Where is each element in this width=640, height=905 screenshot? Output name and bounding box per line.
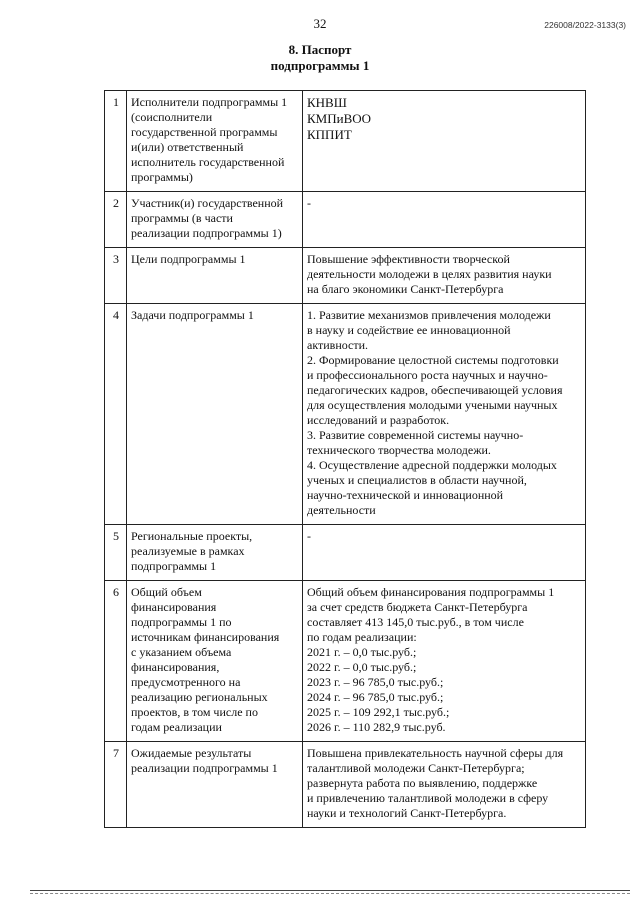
parameter-name-line: финансирования, xyxy=(131,660,220,674)
passport-row-1 xyxy=(105,91,586,192)
section-title xyxy=(0,42,640,74)
passport-row-5 xyxy=(105,525,586,581)
parameter-value-line: науки и технологий Санкт-Петербурга. xyxy=(307,806,507,820)
parameter-name-line: реализуемые в рамках xyxy=(131,544,245,558)
parameter-value-line: деятельности xyxy=(307,503,376,517)
parameter-value-line: 2. Формирование целостной системы подготовки xyxy=(307,353,559,367)
parameter-name-line: Участник(и) государственной xyxy=(131,196,284,210)
parameter-value-line: 1. Развитие механизмов привлечения молодежи xyxy=(307,308,551,322)
parameter-value-line: и профессионального роста научных и научно- xyxy=(307,368,548,382)
parameter-name-line: годам реализации xyxy=(131,720,222,734)
document-code: 226008/2022-3133(3) xyxy=(544,20,626,30)
parameter-name-line: Задачи подпрограммы 1 xyxy=(131,308,254,322)
parameter-value-line: за счет средств бюджета Санкт-Петербурга xyxy=(307,600,528,614)
parameter-value-line: КНВШ xyxy=(307,95,347,110)
parameter-value-line: 2022 г. – 0,0 тыс.руб.; xyxy=(307,660,417,674)
parameter-value-line: - xyxy=(307,529,311,543)
row-number: 2 xyxy=(105,192,127,248)
passport-row-3 xyxy=(105,248,586,304)
parameter-value-line: развернута работа по выявлению, поддержке xyxy=(307,776,538,790)
row-parameter-value xyxy=(303,742,586,828)
page-number: 32 xyxy=(313,16,327,31)
parameter-name-line: финансирования xyxy=(131,600,217,614)
passport-row-2 xyxy=(105,192,586,248)
parameter-name-line: с указанием объема xyxy=(131,645,232,659)
parameter-value-line: для осуществления молодыми учеными научных xyxy=(307,398,558,412)
row-parameter-name xyxy=(127,742,303,828)
row-parameter-name xyxy=(127,192,303,248)
parameter-value-line: исследований и разработок. xyxy=(307,413,450,427)
parameter-value-line: 2025 г. – 109 292,1 тыс.руб.; xyxy=(307,705,450,719)
parameter-name-line: программы) xyxy=(131,170,193,184)
parameter-value-line: Повышение эффективности творческой xyxy=(307,252,510,266)
parameter-value-line: активности. xyxy=(307,338,369,352)
row-parameter-name xyxy=(127,581,303,742)
row-parameter-value xyxy=(303,192,586,248)
parameter-name-line: источникам финансирования xyxy=(131,630,280,644)
row-parameter-value xyxy=(303,91,586,192)
parameter-value-line: КМПиВОО xyxy=(307,111,372,126)
parameter-name-line: реализации подпрограммы 1) xyxy=(131,226,282,240)
parameter-value-line: 2021 г. – 0,0 тыс.руб.; xyxy=(307,645,417,659)
passport-row-7 xyxy=(105,742,586,828)
row-number: 7 xyxy=(105,742,127,828)
parameter-name-line: предусмотренного на xyxy=(131,675,241,689)
parameter-name-line: подпрограммы 1 xyxy=(131,559,217,573)
row-parameter-value xyxy=(303,525,586,581)
parameter-value-line: - xyxy=(307,196,311,210)
row-number: 5 xyxy=(105,525,127,581)
parameter-value-line: в науку и содействие ее инновационной xyxy=(307,323,511,337)
parameter-name-line: Региональные проекты, xyxy=(131,529,253,543)
parameter-value-line: составляет 413 145,0 тыс.руб., в том числе xyxy=(307,615,524,629)
parameter-value-line: КППИТ xyxy=(307,127,352,142)
row-number: 3 xyxy=(105,248,127,304)
row-parameter-value xyxy=(303,248,586,304)
parameter-name-line: (соисполнители xyxy=(131,110,213,124)
parameter-value-line: Повышена привлекательность научной сферы для xyxy=(307,746,564,760)
row-parameter-name xyxy=(127,304,303,525)
footer-rule xyxy=(30,890,630,891)
footer-rule-dashed xyxy=(30,893,630,894)
section-title-line-1: 8. Паспорт xyxy=(288,42,352,57)
row-parameter-name xyxy=(127,525,303,581)
parameter-value-line: Общий объем финансирования подпрограммы 1 xyxy=(307,585,555,599)
parameter-value-line: 2026 г. – 110 282,9 тыс.руб. xyxy=(307,720,446,734)
parameter-name-line: исполнитель государственной xyxy=(131,155,285,169)
parameter-name-line: Общий объем xyxy=(131,585,202,599)
parameter-value-line: 2024 г. – 96 785,0 тыс.руб.; xyxy=(307,690,444,704)
parameter-value-line: деятельности молодежи в целях развития науки xyxy=(307,267,552,281)
row-parameter-value xyxy=(303,581,586,742)
parameter-name-line: реализацию региональных xyxy=(131,690,268,704)
parameter-value-line: талантливой молодежи Санкт-Петербурга; xyxy=(307,761,525,775)
parameter-value-line: 3. Развитие современной системы научно- xyxy=(307,428,524,442)
parameter-name-line: государственной программы xyxy=(131,125,278,139)
parameter-name-line: реализации подпрограммы 1 xyxy=(131,761,278,775)
parameter-value-line: по годам реализации: xyxy=(307,630,417,644)
parameter-name-line: Ожидаемые результаты xyxy=(131,746,252,760)
row-parameter-value xyxy=(303,304,586,525)
parameter-value-line: педагогических кадров, обеспечивающей условия xyxy=(307,383,563,397)
passport-row-4 xyxy=(105,304,586,525)
parameter-value-line: и привлечению талантливой молодежи в сферу xyxy=(307,791,549,805)
parameter-name-line: и(или) ответственный xyxy=(131,140,244,154)
passport-row-6 xyxy=(105,581,586,742)
parameter-name-line: Цели подпрограммы 1 xyxy=(131,252,246,266)
parameter-value-line: на благо экономики Санкт-Петербурга xyxy=(307,282,504,296)
parameter-value-line: ученых и специалистов в области научной, xyxy=(307,473,527,487)
row-parameter-name xyxy=(127,91,303,192)
parameter-value-line: 4. Осуществление адресной поддержки молодых xyxy=(307,458,557,472)
passport-table xyxy=(104,90,586,828)
parameter-name-line: Исполнители подпрограммы 1 xyxy=(131,95,288,109)
row-number: 4 xyxy=(105,304,127,525)
parameter-value-line: научно-технической и инновационной xyxy=(307,488,504,502)
parameter-name-line: подпрограммы 1 по xyxy=(131,615,232,629)
parameter-value-line: 2023 г. – 96 785,0 тыс.руб.; xyxy=(307,675,444,689)
row-number: 1 xyxy=(105,91,127,192)
section-title-line-2: подпрограммы 1 xyxy=(270,58,370,73)
parameter-value-line: технического творчества молодежи. xyxy=(307,443,491,457)
parameter-name-line: программы (в части xyxy=(131,211,233,225)
row-number: 6 xyxy=(105,581,127,742)
row-parameter-name xyxy=(127,248,303,304)
parameter-name-line: проектов, в том числе по xyxy=(131,705,258,719)
